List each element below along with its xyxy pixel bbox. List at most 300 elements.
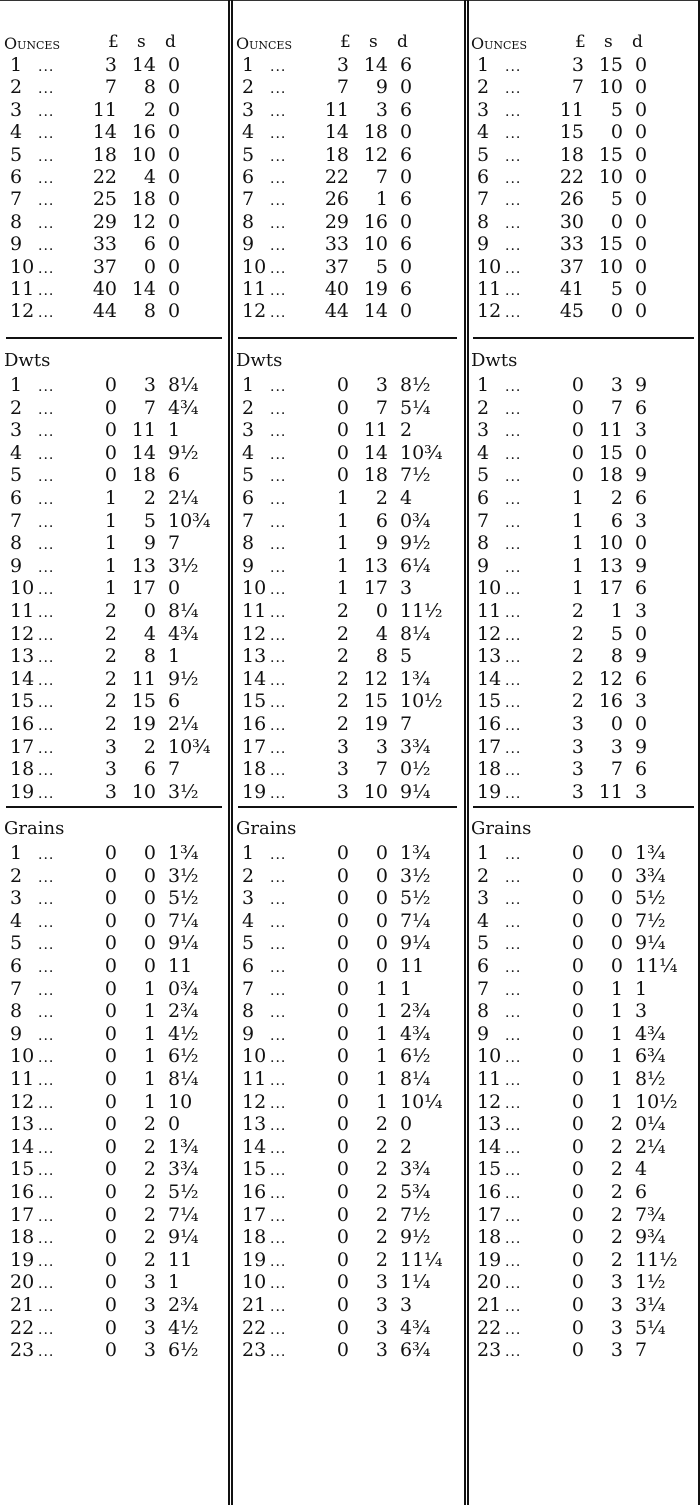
row-number: 16 [242, 1181, 267, 1203]
row-number: 7 [477, 510, 490, 532]
row-number: 11 [10, 1068, 35, 1090]
row-number: 4 [10, 910, 23, 932]
leader-dots: ... [38, 104, 55, 120]
row-number: 11 [477, 600, 502, 622]
pence-value: 1½ [635, 1271, 666, 1293]
pounds-value: 2 [336, 623, 349, 645]
leader-dots: ... [505, 1231, 522, 1247]
pence-value: 8¼ [168, 374, 199, 396]
pounds-value: 22 [92, 166, 117, 188]
shillings-value: 1 [143, 1000, 156, 1022]
row-number: 2 [242, 865, 255, 887]
shillings-value: 1 [143, 1045, 156, 1067]
shillings-value: 9 [375, 532, 388, 554]
pounds-value: 2 [336, 600, 349, 622]
leader-dots: ... [505, 847, 522, 863]
pounds-value: 3 [336, 736, 349, 758]
pence-value: 3 [400, 577, 413, 599]
shillings-value: 7 [375, 397, 388, 419]
leader-dots: ... [270, 1050, 287, 1066]
row-number: 4 [477, 442, 490, 464]
pence-value: 0 [635, 713, 648, 735]
leader-dots: ... [505, 1254, 522, 1270]
shillings-value: 3 [375, 374, 388, 396]
leader-dots: ... [505, 469, 522, 485]
leader-dots: ... [270, 1141, 287, 1157]
leader-dots: ... [38, 1209, 55, 1225]
pence-value: 4½ [168, 1317, 199, 1339]
pence-value: 3¾ [168, 1158, 199, 1180]
leader-dots: ... [38, 628, 55, 644]
pence-value: 5½ [168, 1181, 199, 1203]
leader-dots: ... [38, 1299, 55, 1315]
leader-dots: ... [505, 1209, 522, 1225]
row-number: 18 [477, 758, 502, 780]
pence-value: 4¾ [168, 623, 199, 645]
pence-value: 0 [168, 188, 181, 210]
leader-dots: ... [38, 402, 55, 418]
pounds-value: 1 [336, 510, 349, 532]
pounds-value: 0 [336, 1091, 349, 1113]
pounds-value: 3 [571, 781, 584, 803]
shillings-value: 0 [610, 713, 623, 735]
row-number: 1 [10, 842, 23, 864]
shillings-value: 5 [375, 256, 388, 278]
pounds-value: 3 [104, 54, 117, 76]
shillings-value: 2 [610, 1226, 623, 1248]
pounds-value: 2 [571, 600, 584, 622]
shillings-value: 0 [143, 887, 156, 909]
shillings-value: 7 [143, 397, 156, 419]
leader-dots: ... [505, 1299, 522, 1315]
pounds-value: 18 [92, 144, 117, 166]
pence-value: 2¼ [168, 487, 199, 509]
leader-dots: ... [38, 870, 55, 886]
leader-dots: ... [270, 81, 287, 97]
pounds-value: 0 [104, 1091, 117, 1113]
shillings-value: 15 [363, 690, 388, 712]
row-number: 6 [477, 955, 490, 977]
shillings-value: 15 [598, 144, 623, 166]
leader-dots: ... [270, 1344, 287, 1360]
pence-value: 2¾ [168, 1000, 199, 1022]
pence-value: 0 [635, 166, 648, 188]
row-number: 2 [10, 865, 23, 887]
pounds-value: 41 [559, 278, 584, 300]
shillings-value: 9 [143, 532, 156, 554]
shillings-value: 10 [131, 144, 156, 166]
row-number: 10 [242, 1271, 267, 1293]
pence-value: 1 [400, 978, 413, 1000]
pence-value: 6 [400, 233, 413, 255]
shillings-value: 0 [375, 955, 388, 977]
pounds-value: 0 [336, 865, 349, 887]
pounds-value: 3 [571, 54, 584, 76]
pence-value: 4½ [168, 1023, 199, 1045]
pounds-value: 26 [324, 188, 349, 210]
pence-value: 3 [400, 1294, 413, 1316]
row-number: 23 [242, 1339, 267, 1361]
row-number: 23 [10, 1339, 35, 1361]
shillings-value: 4 [375, 623, 388, 645]
shillings-value: 10 [598, 532, 623, 554]
pence-value: 11¼ [635, 955, 678, 977]
row-number: 19 [242, 1249, 267, 1271]
leader-dots: ... [38, 193, 55, 209]
leader-dots: ... [505, 1118, 522, 1134]
pounds-value: 0 [571, 887, 584, 909]
pence-value: 8½ [400, 374, 431, 396]
leader-dots: ... [505, 605, 522, 621]
pence-value: 0 [168, 121, 181, 143]
row-number: 8 [242, 211, 255, 233]
leader-dots: ... [38, 126, 55, 142]
row-number: 3 [10, 419, 23, 441]
leader-dots: ... [505, 447, 522, 463]
pounds-value: 0 [104, 1249, 117, 1271]
shillings-value: 2 [610, 1136, 623, 1158]
row-number: 4 [10, 442, 23, 464]
pence-value: 3½ [400, 865, 431, 887]
pence-value: 4¾ [400, 1023, 431, 1045]
shillings-value: 1 [375, 188, 388, 210]
leader-dots: ... [505, 424, 522, 440]
leader-dots: ... [38, 1344, 55, 1360]
pounds-value: 0 [336, 1136, 349, 1158]
row-number: 10 [242, 1045, 267, 1067]
leader-dots: ... [38, 379, 55, 395]
pounds-value: 0 [104, 419, 117, 441]
shillings-value: 14 [363, 300, 388, 322]
shillings-value: 11 [131, 668, 156, 690]
leader-dots: ... [38, 149, 55, 165]
pounds-value: 0 [336, 910, 349, 932]
leader-dots: ... [505, 216, 522, 232]
section-label: Grains [4, 818, 65, 839]
shillings-value: 0 [610, 300, 623, 322]
pence-value: 0 [168, 278, 181, 300]
pence-value: 11½ [400, 600, 443, 622]
leader-dots: ... [38, 892, 55, 908]
shillings-value: 5 [610, 278, 623, 300]
pounds-value: 0 [571, 1068, 584, 1090]
leader-dots: ... [505, 1322, 522, 1338]
leader-dots: ... [270, 238, 287, 254]
pence-value: 7 [400, 713, 413, 735]
pounds-value: 14 [324, 121, 349, 143]
pounds-value: 0 [336, 419, 349, 441]
pounds-value: 40 [92, 278, 117, 300]
leader-dots: ... [38, 763, 55, 779]
pence-value: 9 [635, 464, 648, 486]
shillings-value: 0 [143, 865, 156, 887]
shillings-value: 8 [143, 645, 156, 667]
row-number: 19 [477, 781, 502, 803]
pence-value: 1¼ [400, 1271, 431, 1293]
pence-value: 3½ [168, 555, 199, 577]
shillings-value: 0 [143, 910, 156, 932]
shillings-value: 14 [363, 54, 388, 76]
row-number: 22 [10, 1317, 35, 1339]
row-number: 14 [10, 668, 35, 690]
pounds-value: 11 [92, 99, 117, 121]
leader-dots: ... [270, 402, 287, 418]
shillings-value: 13 [363, 555, 388, 577]
leader-dots: ... [505, 937, 522, 953]
shillings-value: 2 [375, 487, 388, 509]
row-number: 1 [10, 54, 23, 76]
shillings-value: 3 [610, 1317, 623, 1339]
leader-dots: ... [505, 492, 522, 508]
row-number: 2 [242, 76, 255, 98]
pence-value: 4 [400, 487, 413, 509]
pounds-value: 0 [571, 1023, 584, 1045]
leader-dots: ... [38, 261, 55, 277]
pounds-value: 0 [571, 1271, 584, 1293]
pence-value: 0¾ [168, 978, 199, 1000]
pounds-value: 26 [559, 188, 584, 210]
shillings-value: 0 [143, 600, 156, 622]
pounds-value: 33 [324, 233, 349, 255]
row-number: 3 [242, 99, 255, 121]
pence-value: 6 [635, 397, 648, 419]
leader-dots: ... [38, 81, 55, 97]
pounds-value: 0 [336, 1271, 349, 1293]
shillings-value: 3 [610, 1339, 623, 1361]
row-number: 11 [242, 278, 267, 300]
shillings-value: 2 [610, 487, 623, 509]
shillings-value: 2 [143, 1136, 156, 1158]
pence-value: 9¼ [168, 932, 199, 954]
row-number: 7 [242, 188, 255, 210]
pounds-value: 22 [559, 166, 584, 188]
shillings-value: 0 [610, 887, 623, 909]
pence-value: 9½ [400, 532, 431, 554]
pence-value: 3 [635, 1000, 648, 1022]
pence-value: 0 [635, 121, 648, 143]
pounds-value: 14 [92, 121, 117, 143]
row-number: 9 [10, 1023, 23, 1045]
pence-value: 0 [635, 233, 648, 255]
shillings-value: 0 [610, 842, 623, 864]
pounds-value: 0 [571, 932, 584, 954]
pence-value: 8¼ [168, 1068, 199, 1090]
pence-value: 0½ [400, 758, 431, 780]
shillings-value: 3 [375, 1294, 388, 1316]
pounds-value: 0 [571, 978, 584, 1000]
row-number: 18 [10, 1226, 35, 1248]
leader-dots: ... [38, 605, 55, 621]
row-number: 21 [477, 1294, 502, 1316]
row-number: 12 [477, 300, 502, 322]
row-number: 8 [477, 532, 490, 554]
pounds-value: 40 [324, 278, 349, 300]
pounds-value: 1 [104, 577, 117, 599]
pence-value: 7 [168, 758, 181, 780]
row-number: 11 [477, 278, 502, 300]
pounds-value: 0 [104, 1181, 117, 1203]
row-number: 17 [242, 1204, 267, 1226]
pence-value: 6¼ [400, 555, 431, 577]
leader-dots: ... [270, 915, 287, 931]
pence-value: 7 [635, 1339, 648, 1361]
leader-dots: ... [38, 1276, 55, 1292]
row-number: 14 [242, 668, 267, 690]
pence-value: 9 [635, 645, 648, 667]
leader-dots: ... [38, 983, 55, 999]
shillings-value: 1 [375, 1023, 388, 1045]
pounds-header: £ [108, 32, 119, 52]
pence-value: 3 [635, 510, 648, 532]
shillings-value: 1 [610, 1023, 623, 1045]
pence-value: 7½ [400, 464, 431, 486]
leader-dots: ... [38, 1028, 55, 1044]
row-number: 19 [477, 1249, 502, 1271]
shillings-value: 3 [610, 1294, 623, 1316]
row-number: 17 [10, 736, 35, 758]
pounds-value: 0 [104, 1271, 117, 1293]
leader-dots: ... [270, 261, 287, 277]
pounds-value: 1 [336, 577, 349, 599]
leader-dots: ... [270, 1276, 287, 1292]
row-number: 2 [477, 865, 490, 887]
pence-value: 7½ [400, 1204, 431, 1226]
leader-dots: ... [505, 1344, 522, 1360]
row-number: 16 [242, 713, 267, 735]
shillings-value: 1 [610, 978, 623, 1000]
pence-value: 10½ [635, 1091, 678, 1113]
pounds-value: 0 [336, 1181, 349, 1203]
pence-value: 0 [400, 300, 413, 322]
row-number: 21 [242, 1294, 267, 1316]
pence-value: 0 [168, 256, 181, 278]
pounds-value: 2 [336, 645, 349, 667]
pounds-value: 1 [104, 532, 117, 554]
leader-dots: ... [270, 126, 287, 142]
shillings-value: 12 [363, 144, 388, 166]
pence-value: 0 [635, 76, 648, 98]
leader-dots: ... [38, 492, 55, 508]
pence-value: 11½ [635, 1249, 678, 1271]
leader-dots: ... [38, 741, 55, 757]
pence-value: 9½ [168, 668, 199, 690]
row-number: 15 [242, 1158, 267, 1180]
pence-value: 6 [168, 464, 181, 486]
pounds-value: 0 [571, 1113, 584, 1135]
pence-value: 0 [168, 211, 181, 233]
table-column [467, 0, 700, 1505]
leader-dots: ... [270, 283, 287, 299]
row-number: 6 [242, 955, 255, 977]
pence-value: 1¾ [400, 842, 431, 864]
leader-dots: ... [505, 1096, 522, 1112]
pounds-value: 0 [104, 1204, 117, 1226]
shillings-value: 0 [610, 121, 623, 143]
leader-dots: ... [505, 59, 522, 75]
section-label: Grains [471, 818, 532, 839]
shillings-value: 2 [375, 1113, 388, 1135]
section-label: Ounces [471, 34, 527, 53]
shillings-value: 3 [375, 1317, 388, 1339]
row-number: 3 [477, 887, 490, 909]
pounds-value: 0 [336, 1000, 349, 1022]
leader-dots: ... [38, 216, 55, 232]
pounds-value: 2 [336, 713, 349, 735]
row-number: 11 [10, 600, 35, 622]
pounds-value: 0 [104, 1294, 117, 1316]
leader-dots: ... [505, 983, 522, 999]
row-number: 13 [242, 645, 267, 667]
pence-value: 0 [635, 54, 648, 76]
row-number: 13 [477, 645, 502, 667]
pounds-value: 0 [104, 1158, 117, 1180]
pounds-value: 0 [104, 464, 117, 486]
pounds-value: 0 [104, 887, 117, 909]
row-number: 10 [242, 256, 267, 278]
row-number: 1 [242, 842, 255, 864]
pence-value: 5½ [635, 887, 666, 909]
shillings-value: 3 [375, 99, 388, 121]
pounds-value: 0 [571, 1249, 584, 1271]
leader-dots: ... [38, 305, 55, 321]
pence-value: 0 [635, 278, 648, 300]
shillings-value: 12 [131, 211, 156, 233]
leader-dots: ... [38, 560, 55, 576]
leader-dots: ... [505, 915, 522, 931]
shillings-value: 14 [131, 442, 156, 464]
leader-dots: ... [270, 582, 287, 598]
pence-value: 0 [168, 99, 181, 121]
pence-value: 0 [168, 300, 181, 322]
shillings-value: 14 [363, 442, 388, 464]
pence-value: 6 [168, 690, 181, 712]
pence-value: 1 [168, 419, 181, 441]
row-number: 10 [10, 256, 35, 278]
pence-value: 8½ [635, 1068, 666, 1090]
pence-value: 3 [635, 600, 648, 622]
row-number: 15 [477, 690, 502, 712]
pounds-value: 0 [104, 865, 117, 887]
column-divider [464, 0, 466, 1505]
pounds-value: 11 [324, 99, 349, 121]
row-number: 3 [477, 419, 490, 441]
pence-value: 6 [635, 577, 648, 599]
pounds-value: 0 [104, 1068, 117, 1090]
leader-dots: ... [270, 104, 287, 120]
row-number: 11 [242, 600, 267, 622]
row-number: 10 [477, 577, 502, 599]
leader-dots: ... [270, 59, 287, 75]
shillings-value: 15 [131, 690, 156, 712]
leader-dots: ... [505, 1028, 522, 1044]
pence-value: 11 [400, 955, 425, 977]
row-number: 11 [477, 1068, 502, 1090]
pounds-value: 18 [324, 144, 349, 166]
leader-dots: ... [505, 870, 522, 886]
leader-dots: ... [505, 695, 522, 711]
shillings-value: 18 [131, 188, 156, 210]
pence-value: 0¼ [635, 1113, 666, 1135]
shillings-value: 8 [375, 645, 388, 667]
leader-dots: ... [505, 515, 522, 531]
row-number: 10 [242, 577, 267, 599]
pounds-value: 3 [104, 781, 117, 803]
row-number: 15 [242, 690, 267, 712]
shillings-value: 3 [143, 1294, 156, 1316]
pence-value: 0 [635, 211, 648, 233]
pounds-value: 0 [571, 1091, 584, 1113]
shillings-value: 18 [598, 464, 623, 486]
